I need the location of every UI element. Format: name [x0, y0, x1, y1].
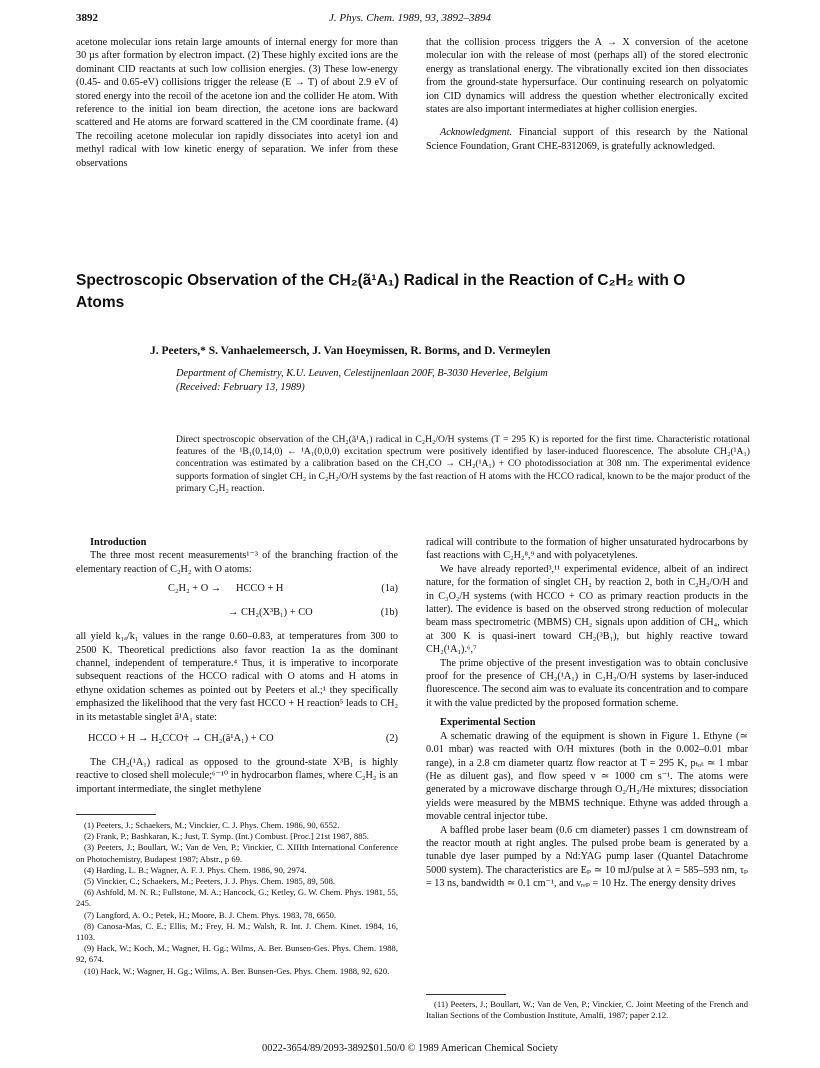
intro-paragraph-1: The three most recent measurements¹⁻³ of the branching fraction of the elementary reaction of C₂H₂ with O atoms:: [76, 550, 398, 575]
previous-article-conclusion: that the collision process triggers the A → X conversion of the acetone molecular ion with the release of most (perhaps all) of the stored electronic energy as translational energy. The vibrationally excited ion then dissociates from the ground-state hypersurface. Our continuing research on polyatomic ion CID dynamics will address the question whether electronically excited states are also important intermediates at higher collision energies.: [426, 37, 748, 116]
received-date: (Received: February 13, 1989): [176, 381, 305, 393]
running-header: [76, 12, 744, 28]
affiliation: [176, 367, 736, 394]
abstract: Direct spectroscopic observation of the CH₂(ã¹A₁) radical in C₂H₂/O/H systems (T = 295 K) is reported for the first time. Characteristic rotational features of the ¹B₁(0,14,0) ← ¹A₁(0,0,0) excitation spectrum were positively identified by laser-induced fluorescence. The absolute CH₂(¹A₁) concentration was estimated by a calibration based on the CH₂CO → CH₂(¹A₁) + CO photodissociation at 308 nm. The experimental evidence supports formation of singlet CH₂ in C₂H₂/O/H systems by the fast reaction of H atoms with the HCCO radical, known to be the major product of the primary C₂H₂ reaction.: [176, 434, 750, 494]
right-paragraph-1: radical will contribute to the formation of higher unsaturated hydrocarbons by fast reactions with C₂H₂⁸,⁹ and with polyacetylenes.: [426, 537, 748, 562]
reference-3: (3) Peeters, J.; Boullart, W.; Van de Ven, P.; Vinckier, C. XIIIth International Conference on Photochemistry, Budapest 1987; Abstr., p 69.: [76, 842, 398, 864]
reference-2: (2) Frank, P.; Bashkaran, K.; Just, T. Symp. (Int.) Combust. [Proc.] 21st 1987, 885.: [84, 831, 369, 842]
equation-2: [76, 732, 398, 750]
left-column-body: [76, 536, 398, 796]
previous-article-right-text: [426, 36, 748, 153]
equation-1b: [76, 606, 398, 624]
reference-10: (10) Hack, W.; Wagner, H. Gg.; Wilms, A. Ber. Bunsen-Ges. Phys. Chem. 1988, 92, 620.: [84, 965, 390, 976]
journal-citation: J. Phys. Chem. 1989, 93, 3892–3894: [329, 12, 491, 24]
experimental-paragraph-1: A schematic drawing of the equipment is shown in Figure 1. Ethyne (≃ 0.01 mbar) was reacted with O/H mixtures (both in the 0.002–0.01 mbar range), in a 2.8 cm diameter quartz flow reactor at T = 295 K, pₜₒₜ ≃ 1 mbar (He as diluent gas), and flow speed v ≃ 1000 cm s⁻¹. The atoms were generated by a microwave discharge through O₂/H₂/He mixtures; dissociation yields were measured by the MBMS technique. Ethyne was added through a movable central injector tube.: [426, 730, 748, 823]
intro-paragraph-2: all yield k₁ₐ/k₁ values in the range 0.60–0.83, at temperatures from 300 to 2500 K. Theoretical predictions also favor reaction 1a as the dominant channel, independent of temperature.⁴ Thus, it is imperative to incorporate subsequent reactions of the HCCO radical with O atoms and H atoms in ethyne oxidation schemes as pointed out by Peeters et al.;¹ they specifically emphasized the likelihood that the very fast HCCO + H reaction⁵ leads to CH₂ in its metastable singlet ã¹A₁ state:: [76, 631, 398, 723]
right-column-body: [426, 536, 748, 891]
footnote-rule-right: [426, 994, 506, 995]
equation-1a: [76, 582, 398, 600]
equation-2-body: HCCO + H → H₂CCO† → CH₂(ã¹A₁) + CO: [88, 733, 274, 745]
equation-1a-number: (1a): [381, 583, 398, 595]
acknowledgment-text: Financial support of this research by the National Science Foundation, Grant CHE-8312069, is gratefully acknowledged.: [426, 127, 748, 152]
reference-1: (1) Peeters, J.; Schaekers, M.; Vinckier, C. J. Phys. Chem. 1986, 90, 6552.: [84, 820, 340, 830]
reference-7: (7) Langford, A. O.; Petek, H.; Moore, B. J. Chem. Phys. 1983, 78, 6650.: [84, 909, 337, 920]
reference-4: (4) Harding, L. B.; Wagner, A. F. J. Phys. Chem. 1986, 90, 2974.: [84, 864, 307, 875]
footnote-rule-left: [76, 814, 156, 815]
reference-5: (5) Vinckier, C.; Schaekers, M.; Peeters, J. J. Phys. Chem. 1985, 89, 508.: [84, 876, 336, 887]
affiliation-line: Department of Chemistry, K.U. Leuven, Celestijnenlaan 200F, B-3030 Heverlee, Belgium: [176, 368, 548, 379]
article-title: Spectroscopic Observation of the CH₂(ã¹A₁) Radical in the Reaction of C₂H₂ with O Atoms: [76, 272, 686, 311]
equation-2-number: (2): [385, 733, 398, 745]
right-paragraph-2: We have already reported³,¹¹ experimental evidence, albeit of an indirect nature, for the formation of singlet CH₂ by reaction 2, both in C₂H₂/O/H and in C₃O₂/H systems (with HCCO + CO as primary reaction products in the latter). The evidence is based on the observed strong reduction of molecular beam mass spectrometric (MBMS) CH₂ signals upon addition of CH₄, which at 300 K is quasi-inert toward CH₂(³B₁), but highly reactive toward CH₂(¹A₁).⁶,⁷: [426, 563, 748, 656]
acknowledgment: [426, 126, 748, 153]
previous-article-left-text: [76, 36, 398, 170]
acknowledgment-label: Acknowledgment.: [440, 127, 513, 139]
introduction-heading: Introduction: [90, 537, 147, 548]
references-left: [76, 820, 398, 977]
reference-8: (8) Canosa-Mas, C. E.; Ellis, M.; Frey, H. M.; Walsh, R. Int. J. Chem. Kinet. 1984, 16, 1103.: [76, 920, 398, 943]
right-paragraph-3: The prime objective of the present investigation was to obtain conclusive proof for the presence of CH₂(¹A₁) in C₂H₂/O/H systems by laser-induced fluorescence. The second aim was to evaluate its concentration and to compare it with the value predicted by the proposed formation scheme.: [426, 657, 748, 709]
reference-6: (6) Ashfold, M. N. R.; Fullstone, M. A.; Hancock, G.; Ketley, G. W. Chem. Phys. 1981, 55, 245.: [76, 887, 398, 909]
equation-1a-rhs: HCCO + H: [236, 583, 284, 595]
reference-9: (9) Hack, W.; Koch, M.; Wagner, H. Gg.; Wilms, A. Ber. Bunsen-Ges. Phys. Chem. 1988, 92, 674.: [76, 943, 398, 965]
equation-1b-number: (1b): [380, 607, 398, 619]
reference-11: (11) Peeters, J.; Boullart, W.; Van de Ven, P.; Vinckier, C. Joint Meeting of the French and Italian Sections of the Combustion Institute, Amalfi, 1987; paper 2.12.: [426, 999, 748, 1021]
page-number: 3892: [76, 12, 98, 24]
copyright-footer: 0022-3654/89/2093-3892$01.50/0 © 1989 American Chemical Society: [262, 1043, 558, 1054]
experimental-heading: Experimental Section: [440, 717, 536, 729]
equation-1b-rhs: → CH₂(X³B₁) + CO: [228, 607, 313, 619]
intro-paragraph-3: The CH₂(¹A₁) radical as opposed to the ground-state X³B₁ is highly reactive to closed shell molecule;⁶⁻¹⁰ in hydrocarbon flames, where C₂H₂ is an important intermediate, the singlet methylene: [76, 757, 398, 795]
article-authors: J. Peeters,* S. Vanhaelemeersch, J. Van Hoeymissen, R. Borms, and D. Vermeylen: [150, 345, 551, 357]
experimental-paragraph-2: A baffled probe laser beam (0.6 cm diameter) passes 1 cm downstream of the reactor mouth at right angles. The pulsed probe beam is generated by a tunable dye laser pumped by a Nd:YAG pump laser (Quantel Datachrome 5000 system). The characteristics are Eₚ ≃ 10 mJ/pulse at λ = 585–593 nm, τₚ = 13 ns, bandwidth ≃ 0.1 cm⁻¹, and νᵣₑₚ = 10 Hz. The energy density drives: [426, 824, 748, 890]
references-right: [426, 999, 748, 1021]
previous-article-paragraph: acetone molecular ions retain large amounts of internal energy for more than 30 µs after formation by electron impact. (2) These highly excited ions are the dominant CID reactants at such low collision energies. (3) These low-energy (0.45- and 0.65-eV) collisions trigger the release (E → T) of about 2.9 eV of stored energy into the recoil of the acetone ion and the collider He atom. With reference to the initial ion beam direction, the acetone ions are backward scattered and He atoms are forward scattered in the CM coordinate frame. (4) The recoiling acetone molecular ion rapidly dissociates into acetyl ion and methyl radical with low kinetic energy of separation. We infer from these observations: [76, 37, 398, 169]
equation-1a-lhs: C₂H₂ + O →: [168, 583, 222, 595]
